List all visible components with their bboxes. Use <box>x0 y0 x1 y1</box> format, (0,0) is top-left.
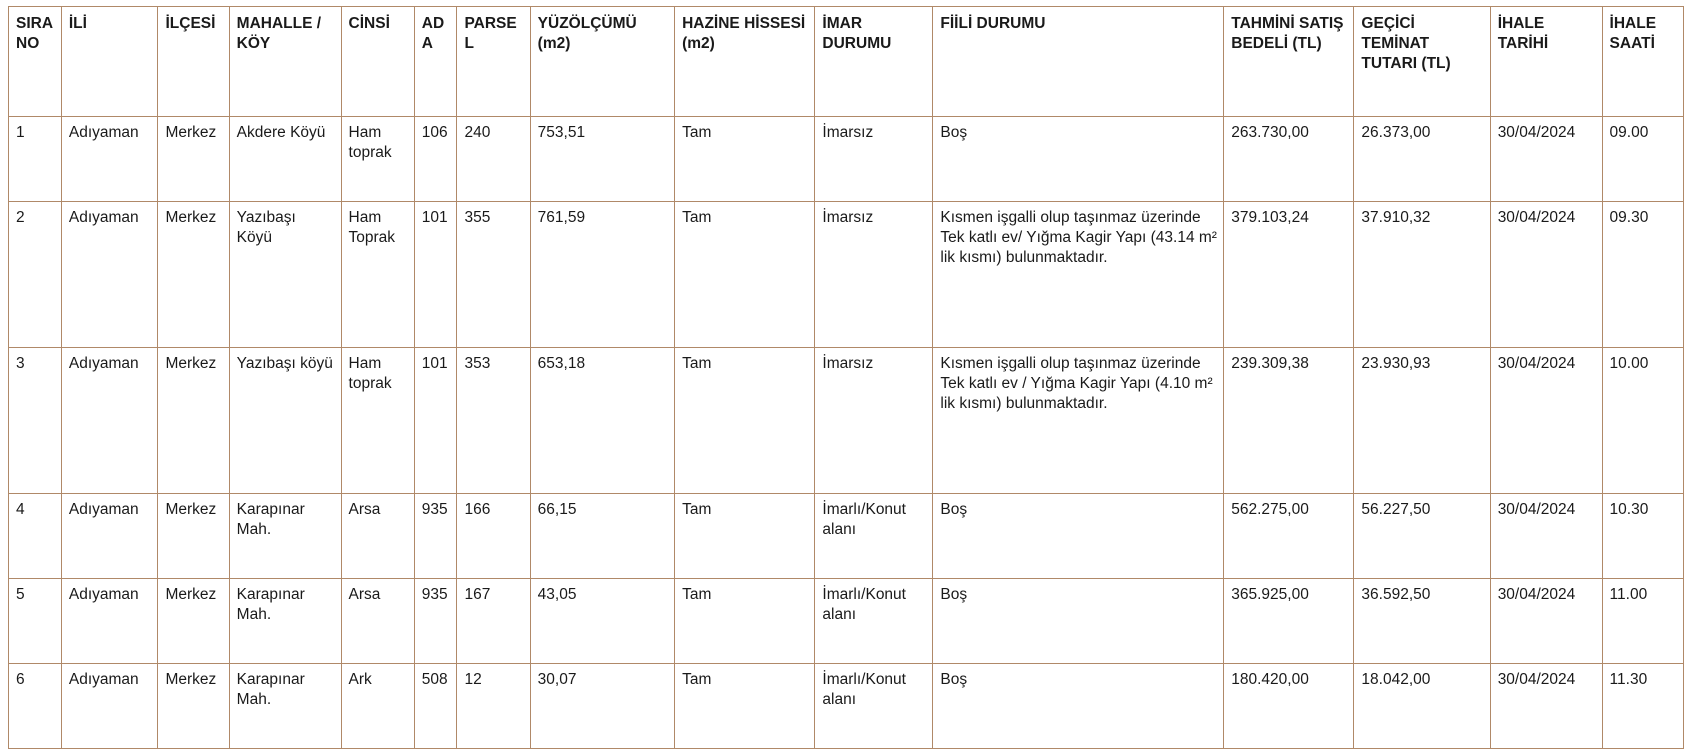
cell-sira-no: 1 <box>9 117 62 202</box>
cell-ihale-saati: 10.30 <box>1602 494 1683 579</box>
column-header-fiili-durumu: FİİLİ DURUMU <box>933 7 1224 117</box>
cell-mahalle-koy: Karapınar Mah. <box>229 664 341 749</box>
cell-ilce: Merkez <box>158 348 229 494</box>
column-header-yuzolcumu: YÜZÖLÇÜMÜ (m2) <box>530 7 674 117</box>
cell-hazine-hissesi: Tam <box>675 579 815 664</box>
cell-hazine-hissesi: Tam <box>675 664 815 749</box>
cell-ilce: Merkez <box>158 664 229 749</box>
header-row <box>9 7 1684 117</box>
cell-cinsi: Arsa <box>341 494 414 579</box>
table-body <box>9 117 1684 749</box>
cell-il: Adıyaman <box>61 202 158 348</box>
cell-imar-durumu: İmarsız <box>815 117 933 202</box>
table-row <box>9 664 1684 749</box>
cell-yuzolcumu: 653,18 <box>530 348 674 494</box>
cell-il: Adıyaman <box>61 348 158 494</box>
table-header <box>9 7 1684 117</box>
cell-mahalle-koy: Yazıbaşı Köyü <box>229 202 341 348</box>
cell-parsel: 166 <box>457 494 530 579</box>
cell-yuzolcumu: 753,51 <box>530 117 674 202</box>
cell-sira-no: 4 <box>9 494 62 579</box>
cell-fiili-durumu: Boş <box>933 664 1224 749</box>
cell-ilce: Merkez <box>158 117 229 202</box>
cell-ihale-saati: 09.30 <box>1602 202 1683 348</box>
cell-cinsi: Ham Toprak <box>341 202 414 348</box>
cell-imar-durumu: İmarsız <box>815 348 933 494</box>
cell-cinsi: Ham toprak <box>341 348 414 494</box>
cell-il: Adıyaman <box>61 579 158 664</box>
cell-ada: 101 <box>414 202 457 348</box>
cell-il: Adıyaman <box>61 117 158 202</box>
cell-ihale-saati: 11.00 <box>1602 579 1683 664</box>
cell-hazine-hissesi: Tam <box>675 202 815 348</box>
cell-gecici-teminat: 37.910,32 <box>1354 202 1490 348</box>
cell-gecici-teminat: 36.592,50 <box>1354 579 1490 664</box>
cell-mahalle-koy: Akdere Köyü <box>229 117 341 202</box>
cell-gecici-teminat: 56.227,50 <box>1354 494 1490 579</box>
cell-parsel: 355 <box>457 202 530 348</box>
cell-tahmini-satis-bedeli: 180.420,00 <box>1224 664 1354 749</box>
cell-tahmini-satis-bedeli: 365.925,00 <box>1224 579 1354 664</box>
cell-parsel: 12 <box>457 664 530 749</box>
cell-mahalle-koy: Karapınar Mah. <box>229 494 341 579</box>
cell-ihale-saati: 09.00 <box>1602 117 1683 202</box>
column-header-mahalle-koy: MAHALLE / KÖY <box>229 7 341 117</box>
cell-il: Adıyaman <box>61 664 158 749</box>
cell-ada: 101 <box>414 348 457 494</box>
table-row <box>9 579 1684 664</box>
cell-ilce: Merkez <box>158 579 229 664</box>
table-row <box>9 494 1684 579</box>
column-header-ilce: İLÇESİ <box>158 7 229 117</box>
cell-yuzolcumu: 30,07 <box>530 664 674 749</box>
cell-yuzolcumu: 66,15 <box>530 494 674 579</box>
table-row <box>9 117 1684 202</box>
cell-hazine-hissesi: Tam <box>675 117 815 202</box>
column-header-ihale-tarihi: İHALE TARİHİ <box>1490 7 1602 117</box>
cell-sira-no: 2 <box>9 202 62 348</box>
column-header-imar-durumu: İMAR DURUMU <box>815 7 933 117</box>
cell-cinsi: Arsa <box>341 579 414 664</box>
cell-fiili-durumu: Boş <box>933 117 1224 202</box>
column-header-tahmini-satis-bedeli: TAHMİNİ SATIŞ BEDELİ (TL) <box>1224 7 1354 117</box>
cell-ihale-tarihi: 30/04/2024 <box>1490 348 1602 494</box>
cell-imar-durumu: İmarlı/Konut alanı <box>815 664 933 749</box>
column-header-ada: ADA <box>414 7 457 117</box>
cell-sira-no: 6 <box>9 664 62 749</box>
cell-ada: 508 <box>414 664 457 749</box>
column-header-sira-no: SIRA NO <box>9 7 62 117</box>
cell-gecici-teminat: 18.042,00 <box>1354 664 1490 749</box>
cell-cinsi: Ark <box>341 664 414 749</box>
table-row <box>9 348 1684 494</box>
cell-mahalle-koy: Yazıbaşı köyü <box>229 348 341 494</box>
cell-sira-no: 5 <box>9 579 62 664</box>
cell-ihale-tarihi: 30/04/2024 <box>1490 664 1602 749</box>
property-listing-table <box>8 6 1684 749</box>
cell-ada: 935 <box>414 494 457 579</box>
cell-ilce: Merkez <box>158 494 229 579</box>
cell-imar-durumu: İmarsız <box>815 202 933 348</box>
cell-hazine-hissesi: Tam <box>675 348 815 494</box>
cell-fiili-durumu: Kısmen işgalli olup taşınmaz üzerinde Tek katlı ev/ Yığma Kagir Yapı (43.14 m² lik kısmı) bulunmaktadır. <box>933 202 1224 348</box>
cell-ihale-tarihi: 30/04/2024 <box>1490 579 1602 664</box>
cell-imar-durumu: İmarlı/Konut alanı <box>815 579 933 664</box>
cell-hazine-hissesi: Tam <box>675 494 815 579</box>
table-row <box>9 202 1684 348</box>
cell-ihale-tarihi: 30/04/2024 <box>1490 494 1602 579</box>
cell-fiili-durumu: Kısmen işgalli olup taşınmaz üzerinde Tek katlı ev / Yığma Kagir Yapı (4.10 m² lik kısmı) bulunmaktadır. <box>933 348 1224 494</box>
cell-cinsi: Ham toprak <box>341 117 414 202</box>
column-header-cinsi: CİNSİ <box>341 7 414 117</box>
cell-yuzolcumu: 761,59 <box>530 202 674 348</box>
cell-gecici-teminat: 26.373,00 <box>1354 117 1490 202</box>
cell-tahmini-satis-bedeli: 562.275,00 <box>1224 494 1354 579</box>
cell-fiili-durumu: Boş <box>933 494 1224 579</box>
column-header-gecici-teminat: GEÇİCİ TEMİNAT TUTARI (TL) <box>1354 7 1490 117</box>
cell-parsel: 167 <box>457 579 530 664</box>
cell-gecici-teminat: 23.930,93 <box>1354 348 1490 494</box>
cell-parsel: 240 <box>457 117 530 202</box>
cell-ada: 935 <box>414 579 457 664</box>
column-header-parsel: PARSEL <box>457 7 530 117</box>
cell-ihale-tarihi: 30/04/2024 <box>1490 202 1602 348</box>
cell-tahmini-satis-bedeli: 379.103,24 <box>1224 202 1354 348</box>
cell-sira-no: 3 <box>9 348 62 494</box>
cell-ilce: Merkez <box>158 202 229 348</box>
cell-mahalle-koy: Karapınar Mah. <box>229 579 341 664</box>
cell-ihale-saati: 11.30 <box>1602 664 1683 749</box>
column-header-il: İLİ <box>61 7 158 117</box>
cell-ihale-tarihi: 30/04/2024 <box>1490 117 1602 202</box>
cell-yuzolcumu: 43,05 <box>530 579 674 664</box>
cell-tahmini-satis-bedeli: 239.309,38 <box>1224 348 1354 494</box>
cell-fiili-durumu: Boş <box>933 579 1224 664</box>
cell-il: Adıyaman <box>61 494 158 579</box>
cell-ihale-saati: 10.00 <box>1602 348 1683 494</box>
cell-ada: 106 <box>414 117 457 202</box>
cell-parsel: 353 <box>457 348 530 494</box>
cell-tahmini-satis-bedeli: 263.730,00 <box>1224 117 1354 202</box>
column-header-hazine-hissesi: HAZİNE HİSSESİ (m2) <box>675 7 815 117</box>
column-header-ihale-saati: İHALE SAATİ <box>1602 7 1683 117</box>
cell-imar-durumu: İmarlı/Konut alanı <box>815 494 933 579</box>
